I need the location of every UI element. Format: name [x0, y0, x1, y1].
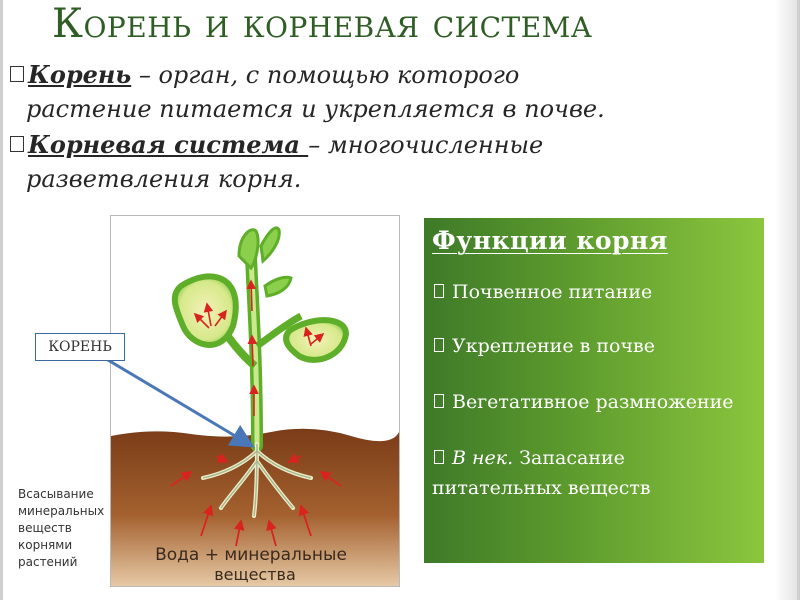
function-text: Вегетативное размножение [452, 391, 734, 413]
checkbox-bullet-icon [434, 284, 444, 298]
definition-term: Корневая система [28, 130, 309, 159]
root-label: КОРЕНЬ [35, 333, 125, 361]
function-item [434, 278, 652, 306]
panel-title: Функции корня [432, 226, 668, 255]
absorption-caption [18, 486, 123, 571]
function-item [434, 332, 655, 360]
definition-text: – многочисленные [308, 131, 544, 159]
function-item-line2: питательных веществ [432, 477, 651, 499]
checkbox-bullet-icon [434, 450, 444, 464]
soil-label-line2: вещества [214, 565, 296, 584]
function-text: Укрепление в почве [452, 335, 655, 357]
function-italic-text: В нек. [452, 447, 514, 469]
caption-line: Всасывание [18, 487, 94, 501]
caption-line: веществ [18, 521, 72, 535]
functions-panel [424, 218, 764, 563]
caption-line: корнями [18, 538, 73, 552]
definition-text: – орган, с помощью которого [131, 61, 520, 89]
definition-term: Корень [28, 60, 132, 89]
soil-label-line1: Вода + минеральные [155, 545, 347, 565]
function-item [434, 388, 734, 416]
function-item [434, 444, 625, 472]
definition-text-line2: растение питается и укрепляется в почве. [26, 95, 605, 123]
checkbox-bullet-icon [434, 338, 444, 352]
function-text: Почвенное питание [452, 281, 653, 303]
caption-line: растений [18, 555, 78, 569]
definition-text-line2: разветвления корня. [26, 165, 302, 193]
caption-line: минеральных [18, 504, 105, 518]
slide-title: Корень и корневая система [52, 1, 593, 47]
checkbox-bullet-icon [434, 394, 444, 408]
function-text: Запасание [513, 447, 625, 469]
